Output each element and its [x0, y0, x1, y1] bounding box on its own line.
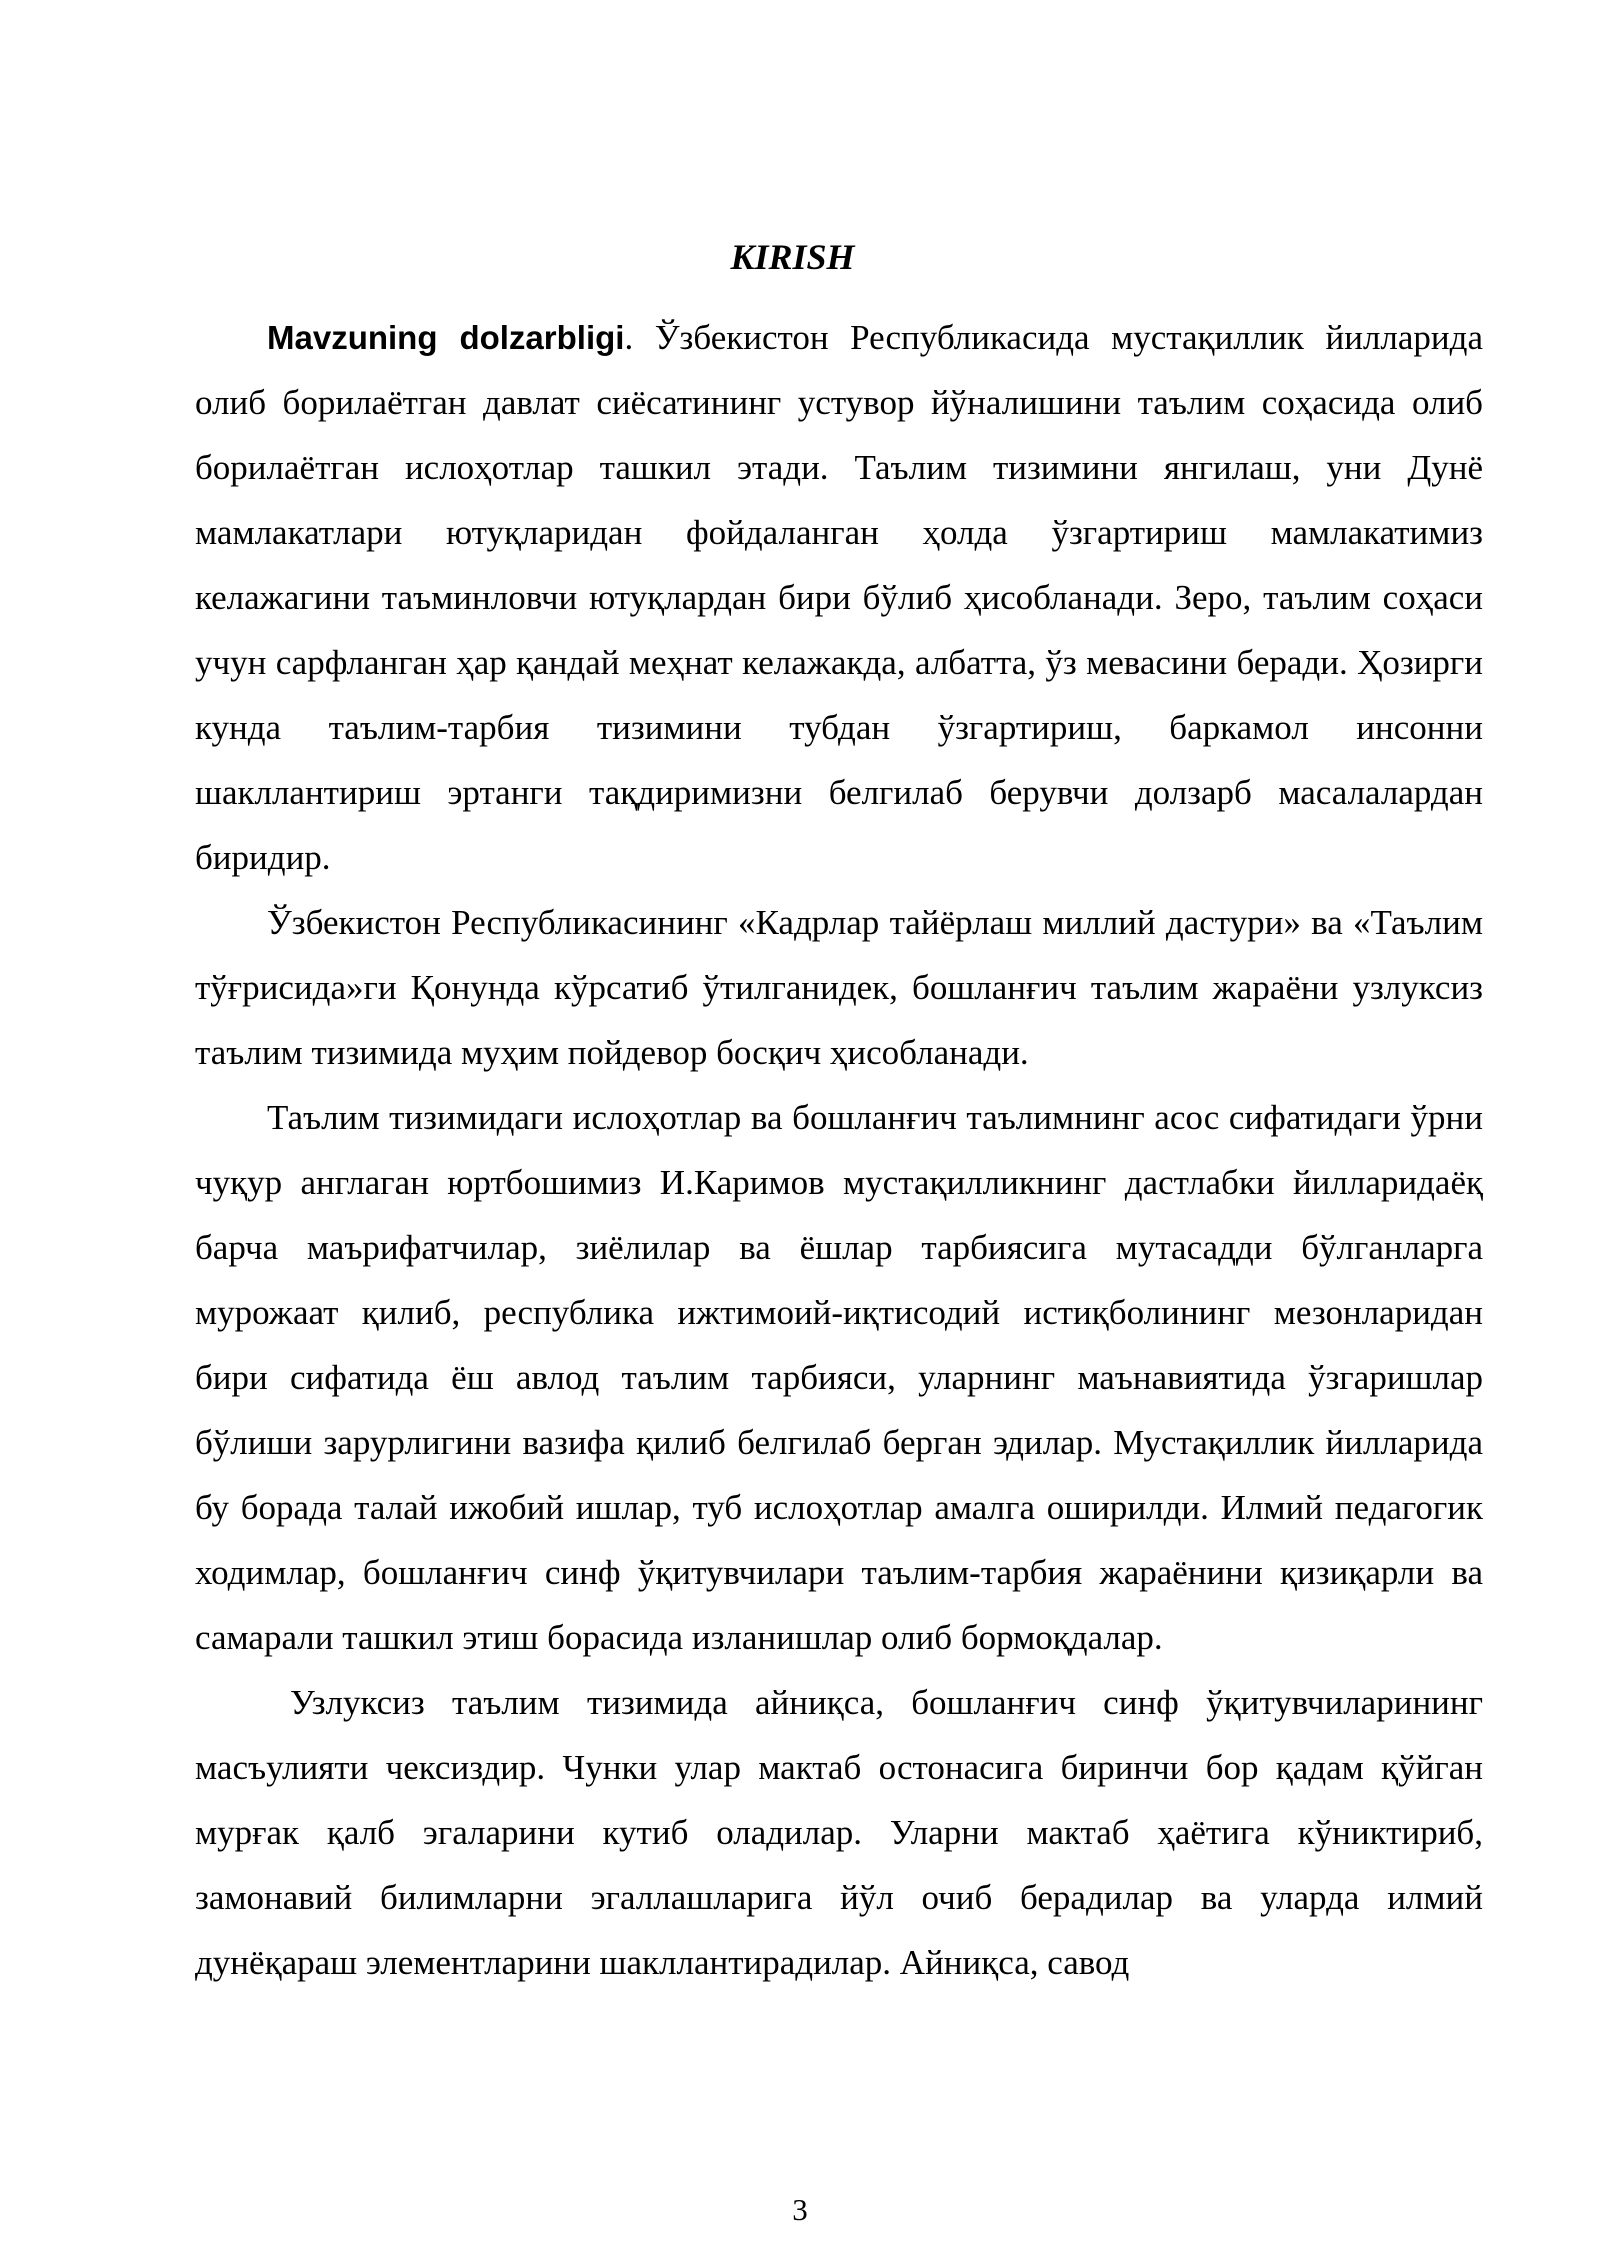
paragraph-program: Ўзбекистон Республикасининг «Кадрлар тайёрлаш миллий дастури» ва «Таълим тўғрисида»ги Қонунда кўрсатиб ўтилганидек, бошланғич таълим жараёни узлуксиз таълим тизимида муҳим пойдевор босқич ҳисобланади. — [195, 903, 1483, 1072]
page-title: KIRISH — [730, 237, 855, 277]
paragraph-lead: Mavzuning dolzarbligi — [267, 319, 625, 356]
paragraph-relevance — [195, 305, 1483, 890]
page-number: 3 — [792, 2192, 808, 2227]
paragraph-reforms: Таълим тизимидаги ислоҳотлар ва бошланғич таълимнинг асос сифатидаги ўрни чуқур англаган юртбошимиз И.Каримов мустақилликнинг дастлабки йилларидаёқ барча маърифатчилар, зиёлилар ва ёшлар тарбиясига мутасадди бўлганларга мурожаат қилиб, республика ижтимоий-иқтисодий истиқболининг мезонларидан бири сифатида ёш авлод таълим тарбияси, уларнинг маънавиятида ўзгаришлар бўлиши зарурлигини вазифа қилиб белгилаб берган эдилар. Мустақиллик йилларида бу борада талай ижобий ишлар, туб ислоҳотлар амалга оширилди. Илмий педагогик ходимлар, бошланғич синф ўқитувчилари таълим-тарбия жараёнини қизиқарли ва самарали ташкил этиш борасида изланишлар олиб бормоқдалар. — [195, 1098, 1483, 1657]
body-text — [195, 305, 1483, 1995]
paragraph-teachers: Узлуксиз таълим тизимида айниқса, бошланғич синф ўқитувчиларининг масъулияти чексиздир. Чунки улар мактаб остонасига биринчи бор қадам қўйган мурғак қалб эгаларини кутиб оладилар. Уларни мактаб ҳаётига кўниктириб, замонавий билимларни эгаллашларига йўл очиб берадилар ва уларда илмий дунёқараш элементларини шакллантирадилар. Айниқса, савод — [195, 1683, 1483, 1982]
paragraph-text: . Ўзбекистон Республикасида мустақиллик йилларида олиб борилаётган давлат сиёсатининг устувор йўналишини таълим соҳасида олиб борилаётган ислоҳотлар ташкил этади. Таълим тизимини янгилаш, уни Дунё мамлакатлари ютуқларидан фойдаланган ҳолда ўзгартириш мамлакатимиз келажагини таъминловчи ютуқлардан бири бўлиб ҳисобланади. Зеро, таълим соҳаси учун сарфланган ҳар қандай меҳнат келажакда, албатта, ўз мевасини беради. Ҳозирги кунда таълим-тарбия тизимини тубдан ўзгартириш, баркамол инсонни шакллантириш эртанги тақдиримизни белгилаб берувчи долзарб масалалардан биридир. — [195, 318, 1483, 877]
